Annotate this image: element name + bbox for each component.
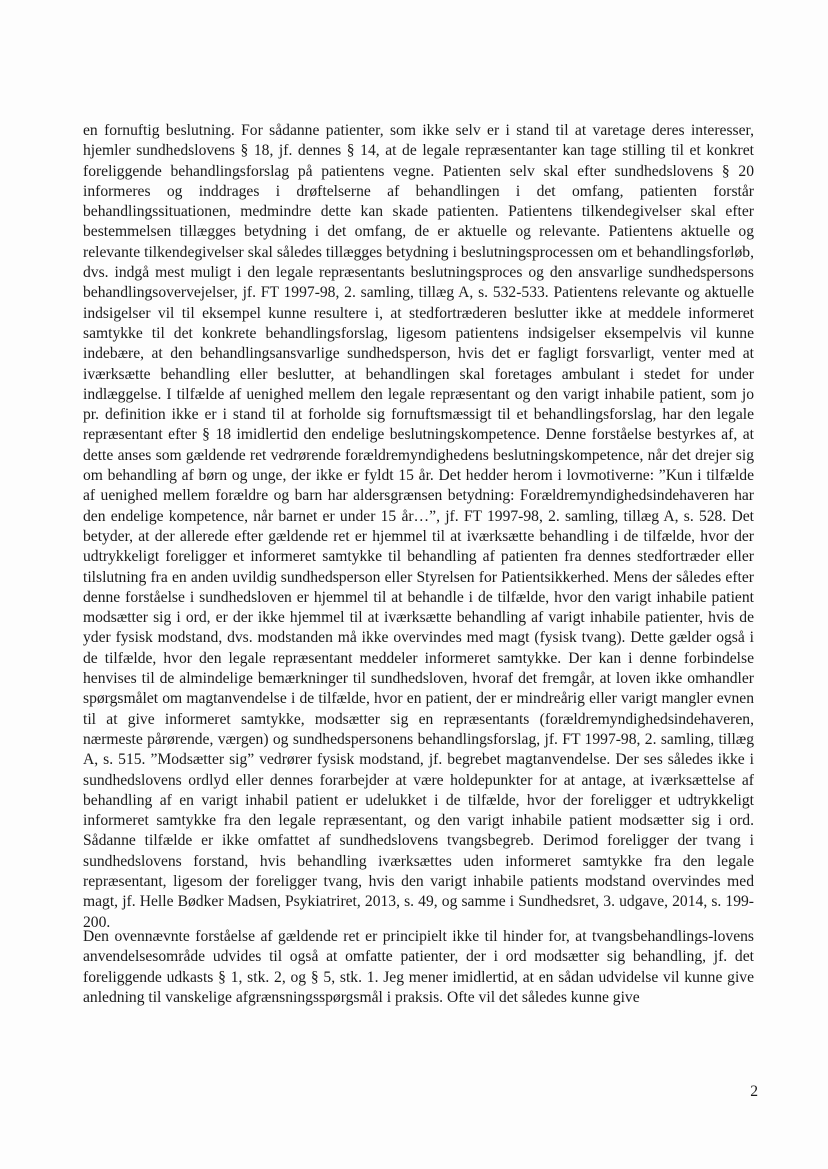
page-number: 2 xyxy=(750,1083,758,1100)
body-paragraph-1: en fornuftig beslutning. For sådanne patienter, som ikke selv er i stand til at varetage deres interesser, hjemler sundhedslovens § 18, jf. dennes § 14, at de legale repræsentanter kan tage stilling til et konkret foreliggende behandlingsforslag på patientens vegne. Patienten selv skal efter sundhedslovens § 20 informeres og inddrages i drøftelserne af behandlingen i det omfang, patienten forstår behandlingssituationen, medmindre dette kan skade patienten. Patientens tilkendegivelser skal efter bestemmelsen tillægges betydning i det omfang, de er aktuelle og relevante. Patientens aktuelle og relevante tilkendegivelser skal således tillægges betydning i beslutningsprocessen om et behandlingsforløb, dvs. indgå mest muligt i den legale repræsentants beslutningsproces og den ansvarlige sundhedspersons behandlingsovervejelser, jf. FT 1997-98, 2. samling, tillæg A, s. 532-533. Patientens relevante og aktuelle indsigelser vil til eksempel kunne resultere i, at stedfortræderen beslutter ikke at meddele informeret samtykke til det konkrete behandlingsforslag, ligesom patientens indsigelser eksempelvis vil kunne indebære, at den behandlingsansvarlige sundhedsperson, hvis det er fagligt forsvarligt, venter med at iværksætte behandling eller beslutter, at behandlingen skal foretages ambulant i stedet for under indlæggelse. I tilfælde af uenighed mellem den legale repræsentant og den varigt inhabile patient, som jo pr. definition ikke er i stand til at forholde sig fornuftsmæssigt til et behandlingsforslag, har den legale repræsentant efter § 18 imidlertid den endelige beslutningskompetence. Denne forståelse bestyrkes af, at dette anses som gældende ret vedrørende forældremyndighedens beslutningskompetence, når det drejer sig om behandling af børn og unge, der ikke er fyldt 15 år. Det hedder herom i lovmotiverne: ”Kun i tilfælde af uenighed mellem forældre og barn har aldersgrænsen betydning: Forældremyndighedsindehaveren har den endelige kompetence, når barnet er under 15 år…”, jf. FT 1997-98, 2. samling, tillæg A, s. 528. Det betyder, at der allerede efter gældende ret er hjemmel til at iværksætte behandling i de tilfælde, hvor der udtrykkeligt foreligger et informeret samtykke til behandling af patienten fra dennes stedfortræder eller tilslutning fra en anden uvildig sundhedsperson eller Styrelsen for Patientsikkerhed. Mens der således efter denne forståelse i sundhedsloven er hjemmel til at behandle i de tilfælde, hvor den varigt inhabile patient modsætter sig i ord, er der ikke hjemmel til at iværksætte behandling af varigt inhabile patienter, hvis de yder fysisk modstand, dvs. modstanden må ikke overvindes med magt (fysisk tvang). Dette gælder også i de tilfælde, hvor den legale repræsentant meddeler informeret samtykke. Der kan i denne forbindelse henvises til de almindelige bemærkninger til sundhedsloven, hvoraf det fremgår, at loven ikke omhandler spørgsmålet om magtanvendelse i de tilfælde, hvor en patient, der er mindreårig eller varigt mangler evnen til at give informeret samtykke, modsætter sig en repræsentants (forældremyndighedsindehaveren, nærmeste pårørende, værgen) og sundhedspersonens behandlingsforslag, jf. FT 1997-98, 2. samling, tillæg A, s. 515. ”Modsætter sig” vedrører fysisk modstand, jf. begrebet magtanvendelse. Der ses således ikke i sundhedslovens ordlyd eller dennes forarbejder at være holdepunkter for at antage, at iværksættelse af behandling af en varigt inhabil patient er udelukket i de tilfælde, hvor der foreligger et udtrykkeligt informeret samtykke fra den legale repræsentant, og den varigt inhabile patient modsætter sig i ord. Sådanne tilfælde er ikke omfattet af sundhedslovens tvangsbegreb. Derimod foreligger der tvang i sundhedslovens forstand, hvis behandling iværksættes uden informeret samtykke fra den legale repræsentant, ligesom der foreligger tvang, hvis den varigt inhabile patients modstand overvindes med magt, jf. Helle Bødker Madsen, Psykiatriret, 2013, s. 49, og samme i Sundhedsret, 3. udgave, 2014, s. 199-200. xyxy=(83,122,754,931)
body-paragraph-2: Den ovennævnte forståelse af gældende ret er principielt ikke til hinder for, at tvangsbehandlings-lovens anvendelsesområde udvides til også at omfatte patienter, der i ord modsætter sig behandling, jf. det foreliggende udkasts § 1, stk. 2, og § 5, stk. 1. Jeg mener imidlertid, at en sådan udvidelse vil kunne give anledning til vanskelige afgrænsningsspørgsmål i praksis. Ofte vil det således kunne give xyxy=(83,928,754,1006)
